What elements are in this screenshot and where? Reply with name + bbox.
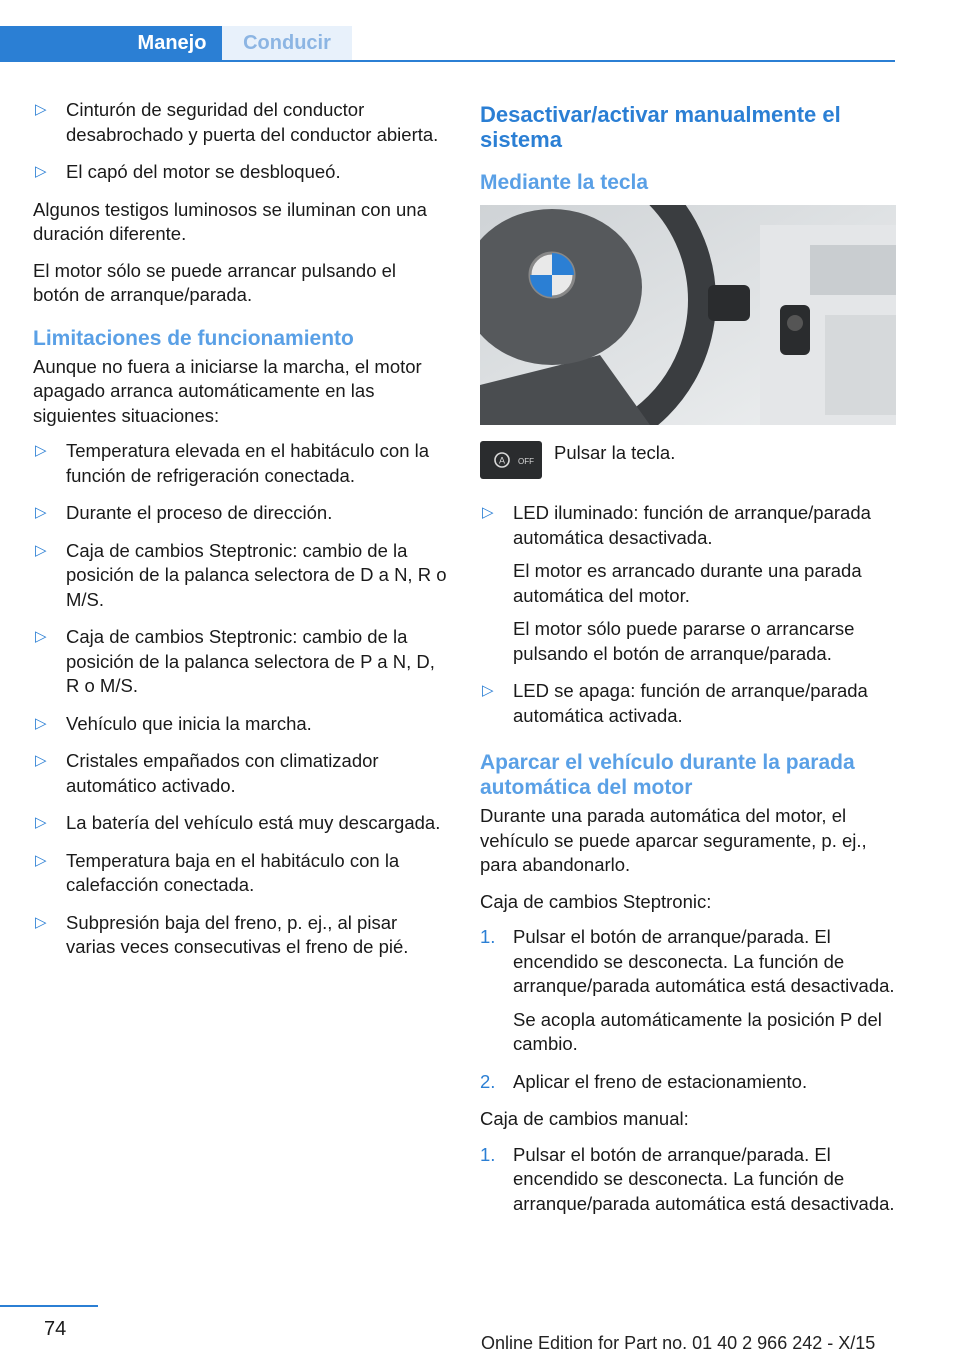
list-item [33,911,447,960]
list-item-text: Cristales empañados con climatizador automático activado. [66,750,379,796]
list-item [33,501,447,526]
button-caption: Pulsar la tecla. [554,442,676,463]
list-item-text: Temperatura baja en el habitáculo con la calefacción conectada. [66,849,400,895]
list-item-text: LED se apaga: función de arranque/parada automática activada. [513,680,868,726]
list-limitations [33,439,447,960]
list-item-text: Caja de cambios Steptronic: cambio de la posición de la palanca selectora de P a N, D, R o M/S. [66,626,435,696]
triangle-bullet-icon: ▷ [35,913,47,931]
subsection-heading: Mediante la tecla [480,171,649,194]
section-heading: Limitaciones de funcionamiento [33,326,354,350]
triangle-bullet-icon: ▷ [35,814,47,831]
list-item-text: El capó del motor se desbloqueó. [66,161,341,182]
list-item [480,925,896,1057]
steps-manual [480,1143,896,1217]
steering-wheel-photo [480,205,896,425]
list-item-text: Temperatura elevada en el habitáculo con la función de refrigeración conectada. [66,440,430,486]
paragraph: Durante una parada automática del motor, el vehículo se puede aparcar seguramente, p. ej., para abandonarlo. [480,805,867,875]
triangle-bullet-icon: ▷ [35,752,47,769]
right-column [480,98,896,1229]
page-number: 74 [44,1318,67,1340]
list-item [33,849,447,898]
triangle-bullet-icon: ▷ [35,504,47,521]
tab-manejo[interactable]: Manejo [137,32,207,54]
list-item-text: Cinturón de seguridad del conductor desabrochado y puerta del conductor abierta. [66,99,439,145]
list-conditions [33,98,447,185]
tab-conducir[interactable]: Conducir [222,26,352,60]
list-item [33,811,447,836]
step-text: Aplicar el freno de estacionamiento. [513,1070,808,1092]
paragraph: El motor sólo se puede arrancar pulsando el botón de arranque/parada. [33,259,397,305]
list-item-text: Vehículo que inicia la marcha. [66,712,312,734]
step-number: 2. [480,1070,496,1092]
section-heading: Desactivar/activar manualmente el sistema [480,102,841,152]
button-off-label: OFF [518,457,534,466]
list-item [33,98,447,147]
list-item-text: La batería del vehículo está muy descargada. [66,812,441,833]
page-header [0,0,960,62]
step-number: 1. [480,1143,496,1165]
paragraph: Caja de cambios Steptronic: [480,890,712,912]
footer-rule [0,1305,98,1307]
auto-start-stop-off-button-image [480,441,542,479]
auto-stop-off-icon [480,441,542,479]
triangle-bullet-icon: ▷ [35,851,47,869]
list-item [480,501,896,666]
list-item [480,1143,896,1217]
list-item [480,679,896,728]
list-item [33,539,447,613]
steering-wheel-illustration [480,205,896,425]
step-number: 1. [480,926,496,947]
paragraph: Algunos testigos luminosos se iluminan con una duración diferente. [33,198,427,244]
svg-text:A: A [498,455,506,466]
button-illustration-row [480,441,896,487]
triangle-bullet-icon: ▷ [482,682,494,699]
list-item-note: El motor es arrancado durante una parada automática del motor. [513,560,862,606]
triangle-bullet-icon: ▷ [482,504,494,521]
list-item [33,439,447,488]
list-item [33,749,447,798]
list-item [33,712,447,737]
triangle-bullet-icon: ▷ [35,101,47,118]
list-item-text: LED iluminado: función de arranque/parada automática desactivada. [513,502,871,548]
list-item-text: Durante el proceso de dirección. [66,502,333,523]
triangle-bullet-icon: ▷ [35,541,47,559]
triangle-bullet-icon: ▷ [35,714,47,732]
step-text: Pulsar el botón de arranque/parada. El encendido se desconecta. La función de arranque/parada automática está desactivada. [513,1143,895,1214]
list-item [33,160,447,185]
list-item-text: Subpresión baja del freno, p. ej., al pisar varias veces consecutivas el freno de pié. [66,911,409,957]
list-item-text: Caja de cambios Steptronic: cambio de la posición de la palanca selectora de D a N, R o M/S. [66,539,447,610]
section-heading: Aparcar el vehículo durante la parada automática del motor [480,751,855,799]
list-led-states [480,501,896,728]
steps-steptronic [480,925,896,1094]
left-column [33,98,447,973]
step-text: Pulsar el botón de arranque/parada. El encendido se desconecta. La función de arranque/parada automática está desactivada. [513,926,895,996]
list-item [33,625,447,699]
edition-note: Online Edition for Part no. 01 40 2 966 242 - X/15 [481,1333,876,1353]
list-item-note: El motor sólo puede pararse o arrancarse pulsando el botón de arranque/parada. [513,618,855,664]
triangle-bullet-icon: ▷ [35,163,47,180]
paragraph: Aunque no fuera a iniciarse la marcha, el motor apagado arranca automáticamente en las siguientes situaciones: [33,355,422,426]
header-rule [0,60,895,62]
page-footer [0,1300,960,1362]
list-item [480,1070,896,1095]
paragraph: Caja de cambios manual: [480,1108,689,1129]
triangle-bullet-icon: ▷ [35,442,47,459]
step-note: Se acopla automáticamente la posición P del cambio. [513,1008,882,1054]
triangle-bullet-icon: ▷ [35,628,47,645]
